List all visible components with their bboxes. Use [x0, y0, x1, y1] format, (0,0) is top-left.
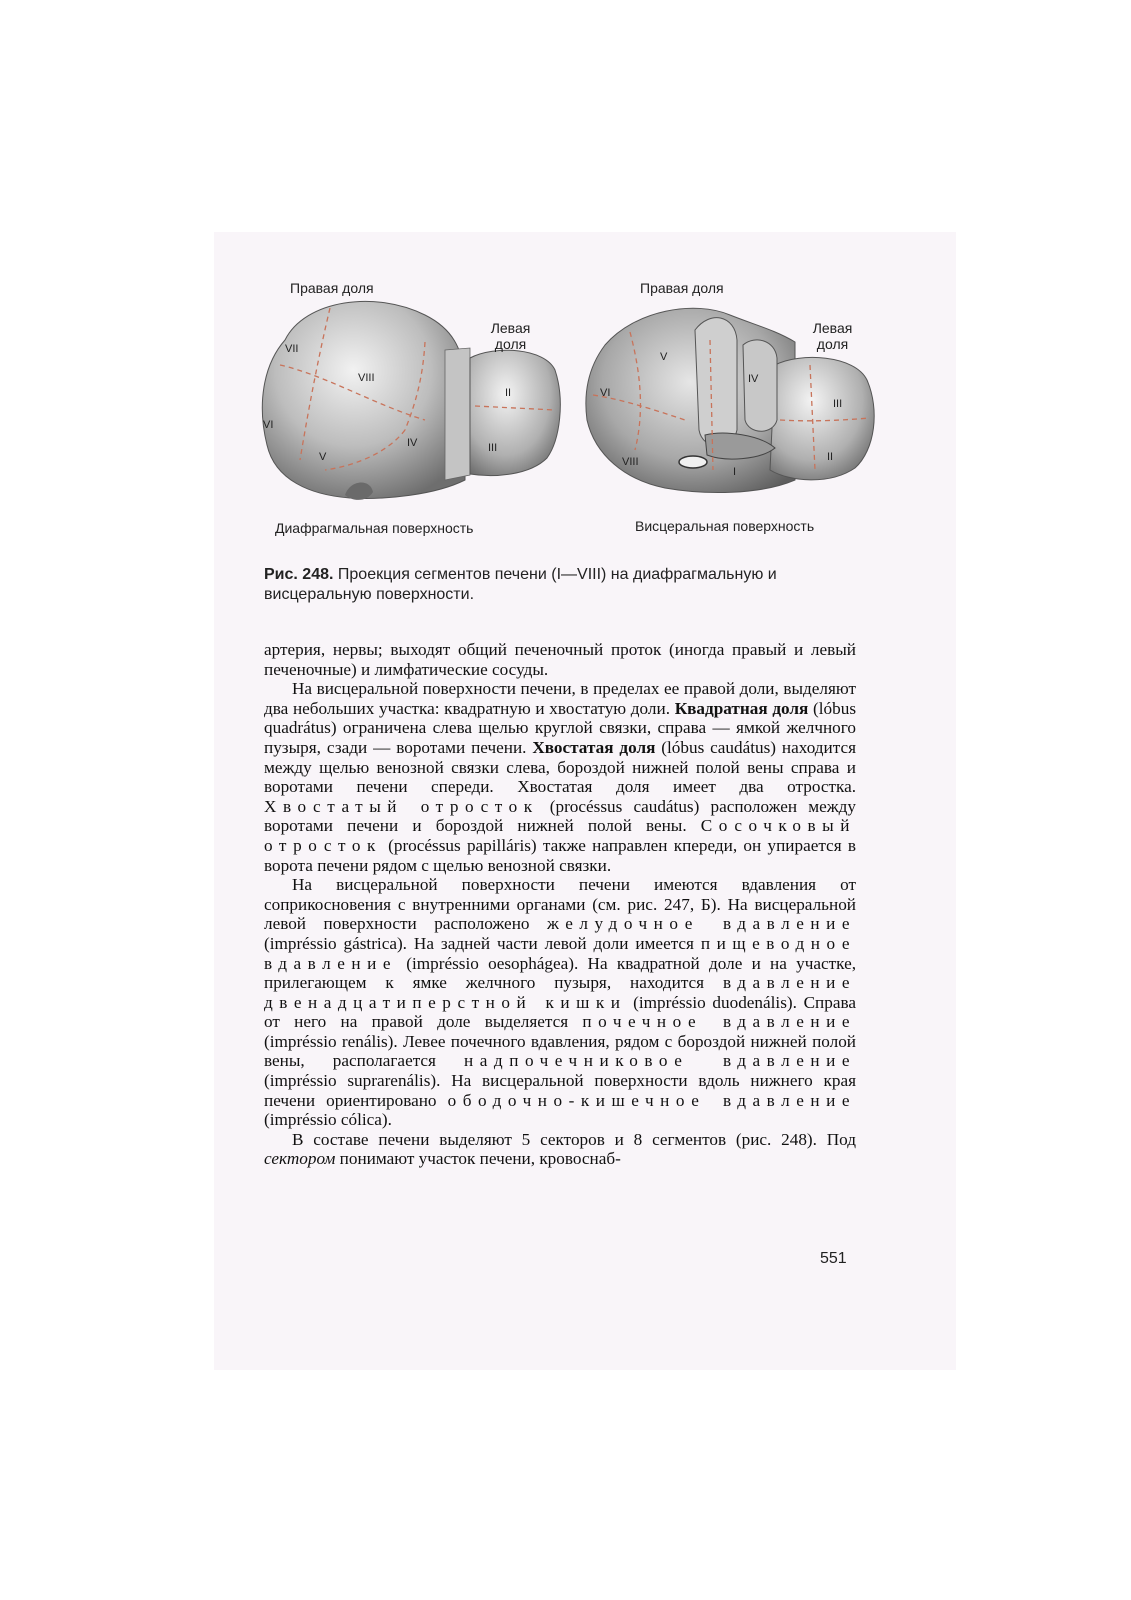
- left-label-left-lobe: Левая доля: [490, 320, 531, 352]
- text-run: В составе печени выделяют 5 секторов и 8 сегментов (рис. 248). Под: [292, 1129, 856, 1149]
- text-run: (impréssio suprarenális). На висцеральной поверхности вдоль нижнего края печени ориентировано: [264, 1071, 856, 1110]
- right-label-left-lobe: Левая доля: [812, 320, 853, 352]
- left-seg-iv: IV: [407, 437, 418, 449]
- bold-term: Хвостатая доля: [532, 737, 656, 757]
- right-seg-i: I: [733, 466, 737, 478]
- text-run: (impréssio duodenális). Справа от него на правой доле выделяется: [264, 992, 856, 1032]
- gallbladder: [695, 318, 737, 446]
- left-seg-viii: VIII: [358, 372, 375, 384]
- right-liver-left-lobe: [770, 357, 874, 479]
- left-liver-left-lobe: [470, 350, 560, 475]
- right-seg-v: V: [660, 351, 668, 363]
- text-run: (impréssio renális). Левее почечного вдавления, рядом с бороздой нижней полой вены, располагается: [264, 1031, 856, 1071]
- right-label-right-lobe: Правая доля: [640, 280, 724, 296]
- figure-liver-segments: [255, 270, 875, 560]
- left-seg-ii: II: [505, 387, 512, 399]
- text-run: На висцеральной поверхности печени имеются вдавления от соприкосновения с внутренними органами (см. рис. 247, Б). На висцеральной левой поверхности расположено: [264, 875, 856, 934]
- right-surface-label: Висцеральная поверхность: [635, 518, 815, 534]
- spaced-term: почечное вдавление: [582, 1012, 856, 1032]
- spaced-term: надпочечниковое вдавление: [464, 1051, 856, 1071]
- left-liver-bridge: [445, 348, 470, 480]
- inferior-vena-cava-opening: [679, 456, 707, 468]
- right-seg-iii: III: [833, 398, 843, 410]
- text-run: (procéssus caudátus) расположен между воротами печени и бороздой нижней полой вены.: [264, 796, 856, 836]
- spaced-term: Хвостатый отросток: [264, 796, 539, 816]
- text-run: (impréssio gástrica). На задней части левой доли имеется: [264, 933, 701, 953]
- paragraph: [264, 1130, 856, 1169]
- left-label-right-lobe: Правая доля: [290, 280, 374, 296]
- right-seg-iv: IV: [748, 373, 759, 385]
- spaced-term: Сосочковый отросток: [264, 816, 856, 855]
- text-run: артерия, нервы; выходят общий печеночный проток (иногда правый и левый печеночные) и лимфатические сосуды.: [264, 640, 856, 679]
- left-seg-iii: III: [488, 442, 498, 454]
- italic-term: сектором: [264, 1149, 336, 1169]
- caption-text: Проекция сегментов печени (I—VIII) на диафрагмальную и висцеральную поверхности.: [264, 566, 777, 603]
- spaced-term: вдавление двенадцатиперстной кишки: [264, 973, 856, 1012]
- text-run: (impréssio cólica).: [264, 1110, 392, 1130]
- figure-caption: [264, 565, 864, 605]
- quadrate-lobe: [743, 340, 777, 431]
- right-seg-ii: II: [827, 451, 834, 463]
- paragraph: [264, 640, 856, 679]
- text-run: (impréssio oesophágea). На квадратной доле и на участке, прилегающем к ямке желчного пузыря, находится: [264, 953, 856, 993]
- left-seg-v: V: [319, 451, 327, 463]
- spaced-term: желудочное вдавление: [547, 914, 857, 934]
- body-text: [264, 640, 856, 1169]
- spaced-term: ободочно-кишечное вдавление: [447, 1090, 856, 1110]
- text-run: (procéssus papilláris) также направлен кпереди, он упирается в ворота печени рядом с щелью венозной связки.: [264, 835, 856, 875]
- bold-term: Квадратная доля: [674, 698, 809, 718]
- left-surface-label: Диафрагмальная поверхность: [275, 520, 474, 536]
- left-liver-right-lobe: [262, 301, 465, 498]
- paragraph: [264, 679, 856, 875]
- spaced-term: пищеводное вдавление: [264, 933, 856, 973]
- page-number: 551: [820, 1250, 847, 1267]
- liver-illustration: [255, 270, 875, 560]
- text-run: На висцеральной поверхности печени, в пределах ее правой доли, выделяют два небольших участка: квадратную и хвостатую доли.: [264, 679, 856, 718]
- left-seg-vii: VII: [285, 343, 299, 355]
- text-run: (lóbus caudátus) находится между щелью венозной связки слева, бороздой нижней полой вены справа и воротами печени спереди. Хвостатая доля имеет два отростка.: [264, 737, 856, 797]
- text-run: (lóbus quadrátus) ограничена слева щелью круглой связки, справа — ямкой желчного пузыря, сзади — воротами печени.: [264, 698, 857, 757]
- paragraph: [264, 875, 856, 1130]
- left-seg-vi: VI: [263, 419, 274, 431]
- text-run: понимают участок печени, кровоснаб-: [335, 1149, 621, 1169]
- right-seg-vi: VI: [600, 387, 611, 399]
- caption-label: Рис. 248.: [264, 566, 334, 583]
- right-seg-viii: VIII: [622, 456, 639, 468]
